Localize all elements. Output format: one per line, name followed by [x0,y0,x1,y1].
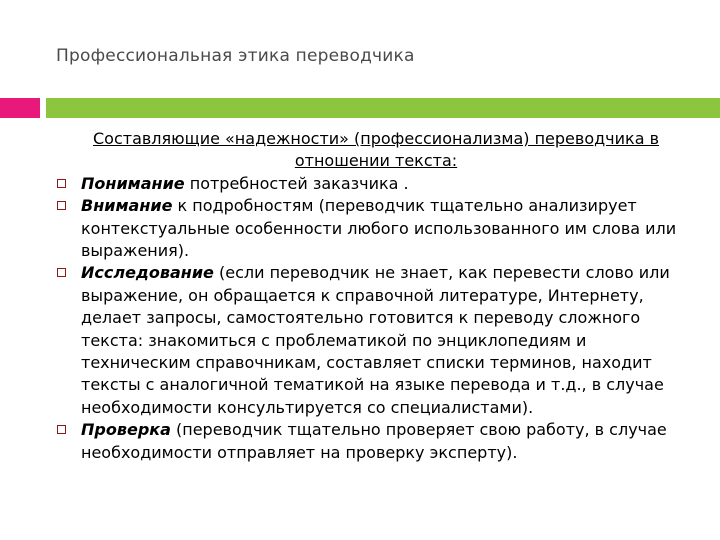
item-text: потребностей заказчика . [184,173,409,193]
item-text: (переводчик тщательно проверяет свою работу, в случае необходимости отправляет на проверку эксперту). [81,420,667,462]
item-term: Понимание [81,173,185,193]
intro-text: Составляющие «надежности» (профессионализма) переводчика в отношении текста: [92,129,660,171]
accent-bar-green [46,98,720,118]
square-bullet-icon [57,268,66,277]
item-text: (если переводчик не знает, как перевести слово или выражение, он обращается к справочной литературе, Интернету, делает запросы, самостоятельно готовится к переводу сложного текста: знакомиться с проблематикой по энциклопедиям и техническим справочникам, составляет списки терминов, находит тексты с аналогичной тематикой на языке перевода и т.д., в случае необходимости консультируется со специалистами). [81,263,670,417]
item-term: Исследование [81,263,214,283]
square-bullet-icon [57,201,66,210]
item-term: Внимание [81,196,173,216]
list-item [56,173,696,195]
bullet-list [56,173,696,464]
square-bullet-icon [57,425,66,434]
slide-title: Профессиональная этика переводчика [56,46,415,66]
list-item [56,195,696,262]
item-term: Проверка [81,420,171,440]
square-bullet-icon [57,179,66,188]
slide-body [56,128,696,464]
list-item [56,262,696,419]
accent-bar-pink [0,98,40,118]
list-item [56,419,696,464]
item-text: к подробностям (переводчик тщательно анализирует контекстуальные особенности любого использованного им слова или выражения). [81,196,677,261]
